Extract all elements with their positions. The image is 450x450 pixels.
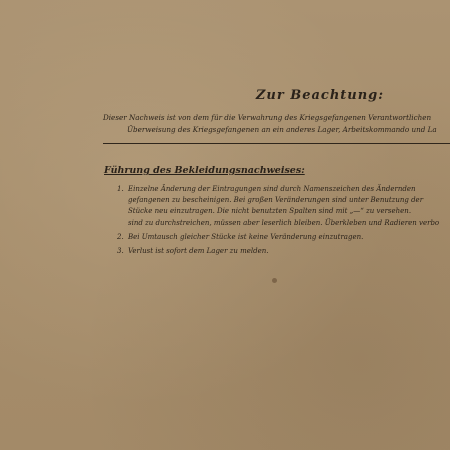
item-line: Verlust ist sofort dem Lager zu melden. <box>128 247 269 256</box>
section-title: Führung des Bekleidungsnachweises: <box>104 165 305 176</box>
item-number: 2. <box>117 232 124 241</box>
intro-line-2: Überweisung des Kriegsgefangenen an ein anderes Lager, Arbeitskommando und La <box>127 125 437 134</box>
item-line: Einzelne Änderung der Eintragungen sind durch Namenszeichen des Ändernden <box>128 185 416 193</box>
page-title: Zur Beachtung: <box>255 88 385 103</box>
list-item-3 <box>117 246 450 257</box>
intro-paragraph <box>103 112 450 136</box>
paper-blemish <box>272 278 277 283</box>
item-number: 3. <box>117 247 124 256</box>
instruction-list <box>117 184 450 257</box>
intro-line-1: Dieser Nachweis ist von dem für die Verwahrung des Kriegsgefangenen Verantwortlichen <box>103 113 432 122</box>
item-line: Bei Umtausch gleicher Stücke ist keine Veränderung einzutragen. <box>128 232 364 241</box>
divider-rule <box>103 143 450 144</box>
item-line: gefangenen zu bescheinigen. Bei großen Veränderungen sind unter Benutzung der <box>128 196 424 205</box>
list-item-1 <box>117 184 450 229</box>
list-item-2 <box>117 232 450 243</box>
item-line: sind zu durchstreichen, müssen aber leserlich bleiben. Überkleben und Radieren verbo <box>128 218 440 227</box>
item-line: Stücke neu einzutragen. Die nicht benutzten Spalten sind mit „—“ zu versehen. <box>128 207 412 216</box>
item-number: 1. <box>117 185 124 193</box>
